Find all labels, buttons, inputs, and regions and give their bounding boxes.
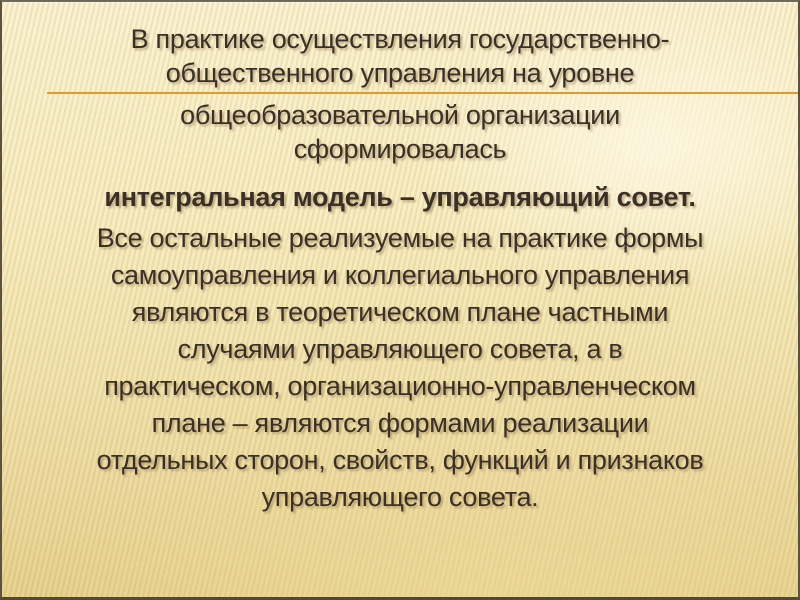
- title-line-3: общеобразовательной организации: [180, 100, 620, 130]
- title-line-2: общественного управления на уровне: [165, 58, 635, 88]
- body-line-1: Все остальные реализуемые на практике формы: [96, 223, 704, 253]
- body-line-6: плане – являются формами реализации: [151, 408, 649, 438]
- title-line-1: В практике осуществления государственно-: [130, 24, 670, 54]
- body-line-5: практическом, организационно-управленческом: [104, 371, 696, 401]
- slide-text-block: [2, 2, 798, 516]
- body-line-7: отдельных сторон, свойств, функций и признаков: [96, 445, 704, 475]
- body-line-3: являются в теоретическом плане частными: [131, 297, 669, 327]
- emphasis-line: интегральная модель – управляющий совет.: [104, 182, 696, 212]
- body-line-4: случаями управляющего совета, а в: [177, 334, 623, 364]
- body-line-2: самоуправления и коллегиального управления: [110, 260, 690, 290]
- body-line-8: управляющего совета.: [261, 482, 539, 512]
- title-line-4: сформировалась: [293, 134, 507, 164]
